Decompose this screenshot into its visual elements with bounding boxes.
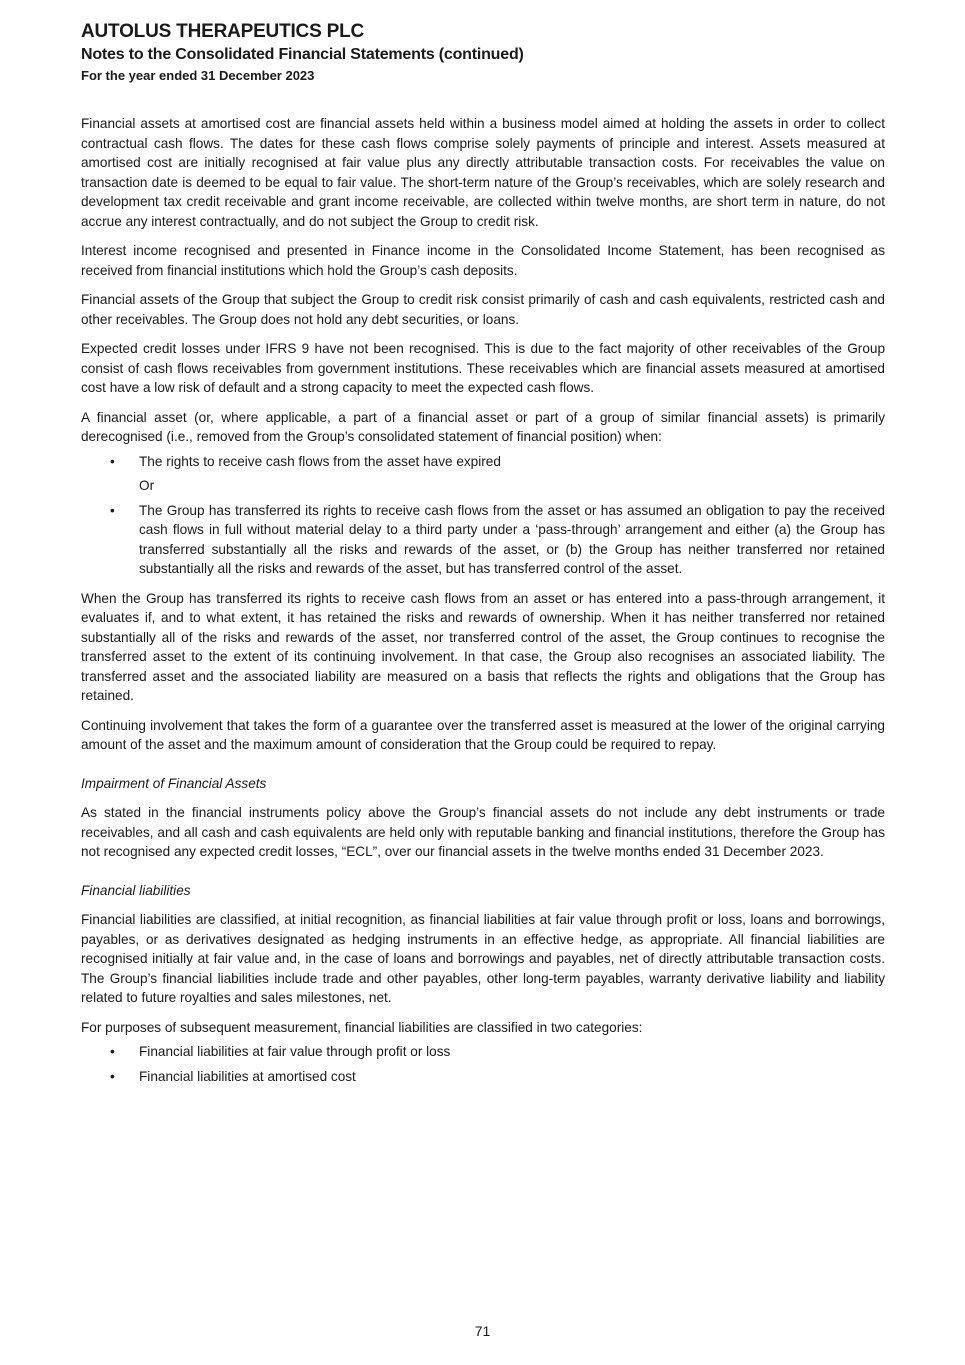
section-heading: Financial liabilities [81, 882, 191, 898]
company-name: AUTOLUS THERAPEUTICS PLC [81, 21, 365, 42]
list-item-text: Financial liabilities at amortised cost [139, 1068, 356, 1084]
paragraph: When the Group has transferred its rights to receive cash flows from an asset or has entered into a pass-through arrangement, it evaluates if, and to what extent, it has retained the risks and rewards of ownership. When it has neither transferred nor retained substantially all of the risks and rewards of the asset, nor transferred control of the asset, the Group continues to recognise the transferred asset to the extent of its continuing involvement. In that case, the Group also recognises an associated liability. The transferred asset and the associated liability are measured on a basis that reflects the rights and obligations that the Group has retained. [81, 590, 885, 703]
list-item [81, 1067, 885, 1087]
bullet-icon: • [110, 453, 115, 469]
section-title: Notes to the Consolidated Financial Statements (continued) [81, 46, 524, 63]
derecognition-list [81, 452, 885, 579]
paragraph: For purposes of subsequent measurement, financial liabilities are classified in two categories: [81, 1019, 643, 1035]
list-item-text: The Group has transferred its rights to receive cash flows from the asset or has assumed an obligation to pay the received cash flows in full without material delay to a third party under a ‘pass-through’ arrangement and either (a) the Group has transferred substantially all the risks and rewards of the asset, or (b) the Group has neither transferred nor retained substantially all the risks and rewards of the asset, but has transferred control of the asset. [139, 502, 885, 576]
paragraph: A financial asset (or, where applicable, a part of a financial asset or part of a group of similar financial assets) is primarily derecognised (i.e., removed from the Group’s consolidated statement of financial position) when: [81, 409, 885, 444]
period-label: For the year ended 31 December 2023 [81, 68, 315, 83]
paragraph: As stated in the financial instruments policy above the Group’s financial assets do not include any debt instruments or trade receivables, and all cash and cash equivalents are held only with reputable banking and financial institutions, therefore the Group has not recognised any expected credit losses, “ECL”, over our financial assets in the twelve months ended 31 December 2023. [81, 805, 885, 859]
page-header [81, 20, 885, 86]
paragraph: Financial assets at amortised cost are financial assets held within a business model aimed at holding the assets in order to collect contractual cash flows. The dates for these cash flows comprise solely payments of principle and interest. Assets measured at amortised cost are initially recognised at fair value plus any directly attributable transaction costs. For receivables the value on transaction date is deemed to be equal to fair value. The short-term nature of the Group’s receivables, which are solely research and development tax credit receivable and grant income receivable, are collected within twelve months, are short term in nature, do not accrue any interest contractually, and do not subject the Group to credit risk. [81, 116, 885, 229]
list-item [81, 501, 885, 579]
bullet-icon: • [110, 1044, 115, 1059]
section-heading: Impairment of Financial Assets [81, 775, 267, 791]
paragraph: Financial assets of the Group that subject the Group to credit risk consist primarily of cash and cash equivalents, restricted cash and other receivables. The Group does not hold any debt securities, or loans. [81, 292, 885, 327]
document-body [81, 114, 885, 1096]
list-item-text: Financial liabilities at fair value through profit or loss [139, 1044, 451, 1059]
paragraph: Continuing involvement that takes the form of a guarantee over the transferred asset is measured at the lower of the original carrying amount of the asset and the maximum amount of consideration that the Group could be required to repay. [81, 717, 885, 752]
liability-categories-list [81, 1042, 885, 1086]
bullet-icon: • [110, 1068, 115, 1084]
or-connector: Or [139, 478, 155, 493]
page-number: 71 [474, 1323, 491, 1339]
paragraph: Interest income recognised and presented in Finance income in the Consolidated Income Statement, has been recognised as received from financial institutions which hold the Group’s cash deposits. [81, 243, 885, 278]
paragraph: Financial liabilities are classified, at initial recognition, as financial liabilities at fair value through profit or loss, loans and borrowings, payables, or as derivatives designated as hedging instruments in an effective hedge, as appropriate. All financial liabilities are recognised initially at fair value and, in the case of loans and borrowings and payables, net of directly attributable transaction costs. The Group’s financial liabilities include trade and other payables, other long-term payables, warranty derivative liability and liability related to future royalties and sales milestones, net. [81, 912, 885, 1005]
list-item [81, 452, 885, 472]
list-item [81, 1042, 885, 1062]
list-item-text: The rights to receive cash flows from the asset have expired [139, 453, 501, 469]
paragraph: Expected credit losses under IFRS 9 have not been recognised. This is due to the fact majority of other receivables of the Group consist of cash flows receivables from government institutions. These receivables which are financial assets measured at amortised cost have a low risk of default and a strong capacity to meet the expected cash flows. [81, 341, 885, 395]
bullet-icon: • [110, 502, 115, 518]
